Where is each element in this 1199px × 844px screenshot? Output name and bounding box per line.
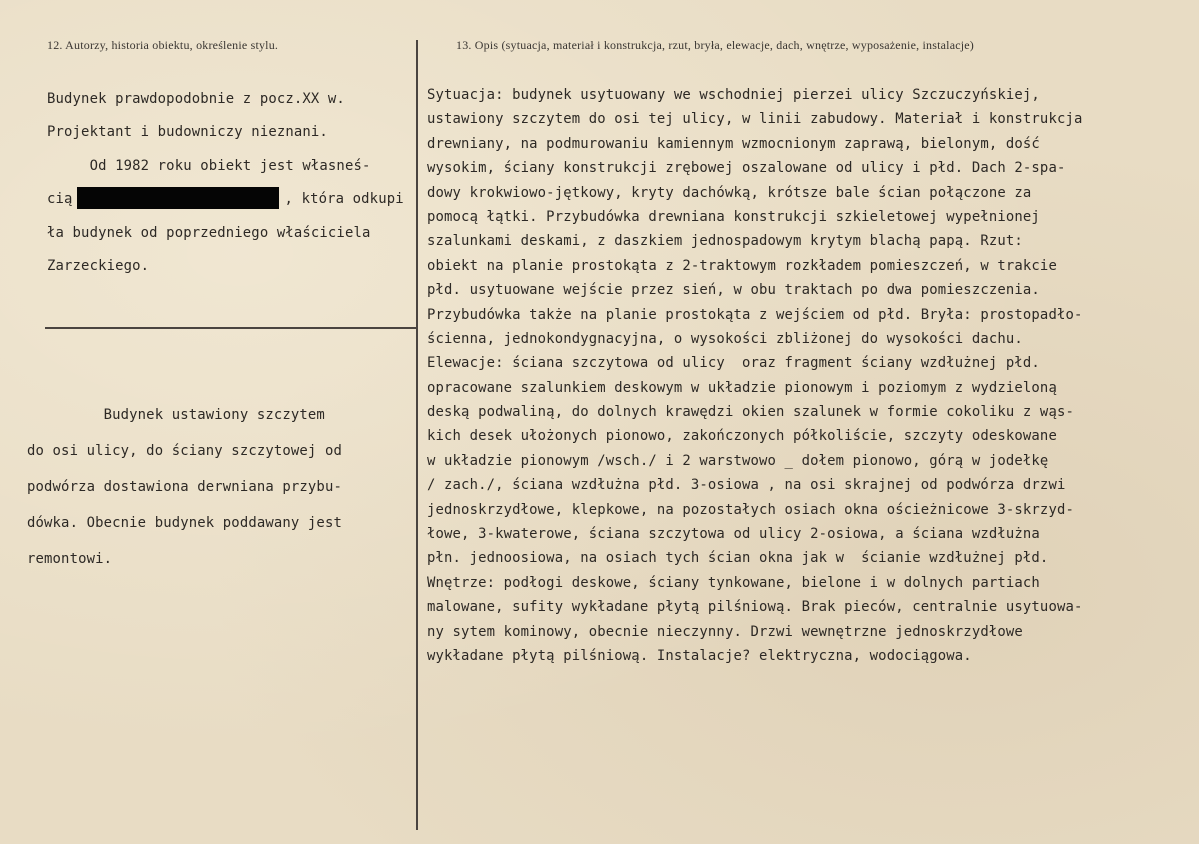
text-line: drewniany, na podmurowaniu kamiennym wzmocnionym zaprawą, bielonym, dość: [427, 135, 1040, 152]
text-line: Projektant i budowniczy nieznani.: [47, 124, 328, 141]
text-line: w układzie pionowym /wsch./ i 2 warstwowo _ dołem pionowo, górą w jodełkę: [427, 452, 1049, 469]
text-line: / zach./, ściana wzdłużna płd. 3-osiowa , na osi skrajnej od podwórza drzwi: [427, 477, 1066, 494]
text-line: ła budynek od poprzedniego właściciela: [47, 224, 371, 241]
text-line: wysokim, ściany konstrukcji zrębowej oszalowane od ulicy i płd. Dach 2-spa-: [427, 160, 1066, 177]
history-text: [47, 83, 404, 283]
text-line: Wnętrze: podłogi deskowe, ściany tynkowane, bielone i w dolnych partiach: [427, 574, 1040, 591]
text-fragment: cią: [47, 191, 73, 208]
text-line: malowane, sufity wykładane płytą pilśniową. Brak pieców, centralnie usytuowa-: [427, 599, 1083, 616]
text-line: [47, 183, 404, 216]
text-line: deską podwaliną, do dolnych krawędzi okien szalunek w formie cokoliku z wąs-: [427, 404, 1074, 421]
text-line: opracowane szalunkiem deskowym w układzie pionowym i poziomym z wydzieloną: [427, 379, 1057, 396]
text-line: szalunkami deskami, z daszkiem jednospadowym krytym blachą papą. Rzut:: [427, 233, 1023, 250]
text-line: pomocą łątki. Przybudówka drewniana konstrukcji szkieletowej wypełnionej: [427, 208, 1040, 225]
text-line: łowe, 3-kwaterowe, ściana szczytowa od ulicy 2-osiowa, a ściana wzdłużna: [427, 526, 1040, 543]
text-line: płd. usytuowane wejście przez sień, w obu traktach po dwa pomieszczenia.: [427, 282, 1040, 299]
text-line: Budynek prawdopodobnie z pocz.XX w.: [47, 91, 345, 107]
text-line: podwórza dostawiona derwniana przybu-: [27, 479, 342, 495]
text-line: do osi ulicy, do ściany szczytowej od: [27, 443, 342, 459]
text-line: ścienna, jednokondygnacyjna, o wysokości zbliżonej do wysokości dachu.: [427, 330, 1023, 347]
redacted-name-block: [77, 187, 279, 209]
placement-note: [27, 397, 342, 577]
text-line: ustawiony szczytem do osi tej ulicy, w linii zabudowy. Materiał i konstrukcja: [427, 111, 1083, 128]
text-line: Elewacje: ściana szczytowa od ulicy oraz fragment ściany wzdłużnej płd.: [427, 355, 1040, 372]
section-13-header: 13. Opis (sytuacja, materiał i konstrukcja, rzut, bryła, elewacje, dach, wnętrze, wyposażenie, instalacje): [456, 38, 974, 52]
text-line: Przybudówka także na planie prostokąta z wejściem od płd. Bryła: prostopadło-: [427, 306, 1083, 323]
text-line: kich desek ułożonych pionowo, zakończonych półkoliście, szczyty odeskowane: [427, 428, 1057, 445]
text-line: Budynek ustawiony szczytem: [27, 407, 325, 423]
column-divider-vertical: [416, 40, 418, 830]
text-line: dówka. Obecnie budynek poddawany jest: [27, 515, 342, 531]
text-line: ny sytem kominowy, obecnie nieczynny. Drzwi wewnętrzne jednoskrzydłowe: [427, 623, 1023, 640]
text-line: obiekt na planie prostokąta z 2-traktowym rozkładem pomieszczeń, w trakcie: [427, 257, 1057, 274]
text-line: jednoskrzydłowe, klepkowe, na pozostałych osiach okna ościeżnicowe 3-skrzyd-: [427, 501, 1074, 518]
text-line: Zarzeckiego.: [47, 257, 150, 274]
text-line: remontowi.: [27, 551, 113, 567]
text-line: dowy krokwiowo-jętkowy, kryty dachówką, krótsze bale ścian połączone za: [427, 184, 1032, 201]
text-line: Od 1982 roku obiekt jest własneś-: [47, 157, 371, 174]
text-fragment: , która odkupi: [284, 191, 404, 208]
text-line: wykładane płytą pilśniową. Instalacje? elektryczna, wodociągowa.: [427, 647, 972, 664]
text-line: płn. jednoosiowa, na osiach tych ścian okna jak w ścianie wzdłużnej płd.: [427, 550, 1049, 567]
column-divider-horizontal: [45, 327, 416, 329]
section-12-header: 12. Autorzy, historia obiektu, określenie stylu.: [47, 38, 279, 52]
description-text: [427, 83, 1083, 668]
text-line: Sytuacja: budynek usytuowany we wschodniej pierzei ulicy Szczuczyńskiej,: [427, 87, 1040, 103]
